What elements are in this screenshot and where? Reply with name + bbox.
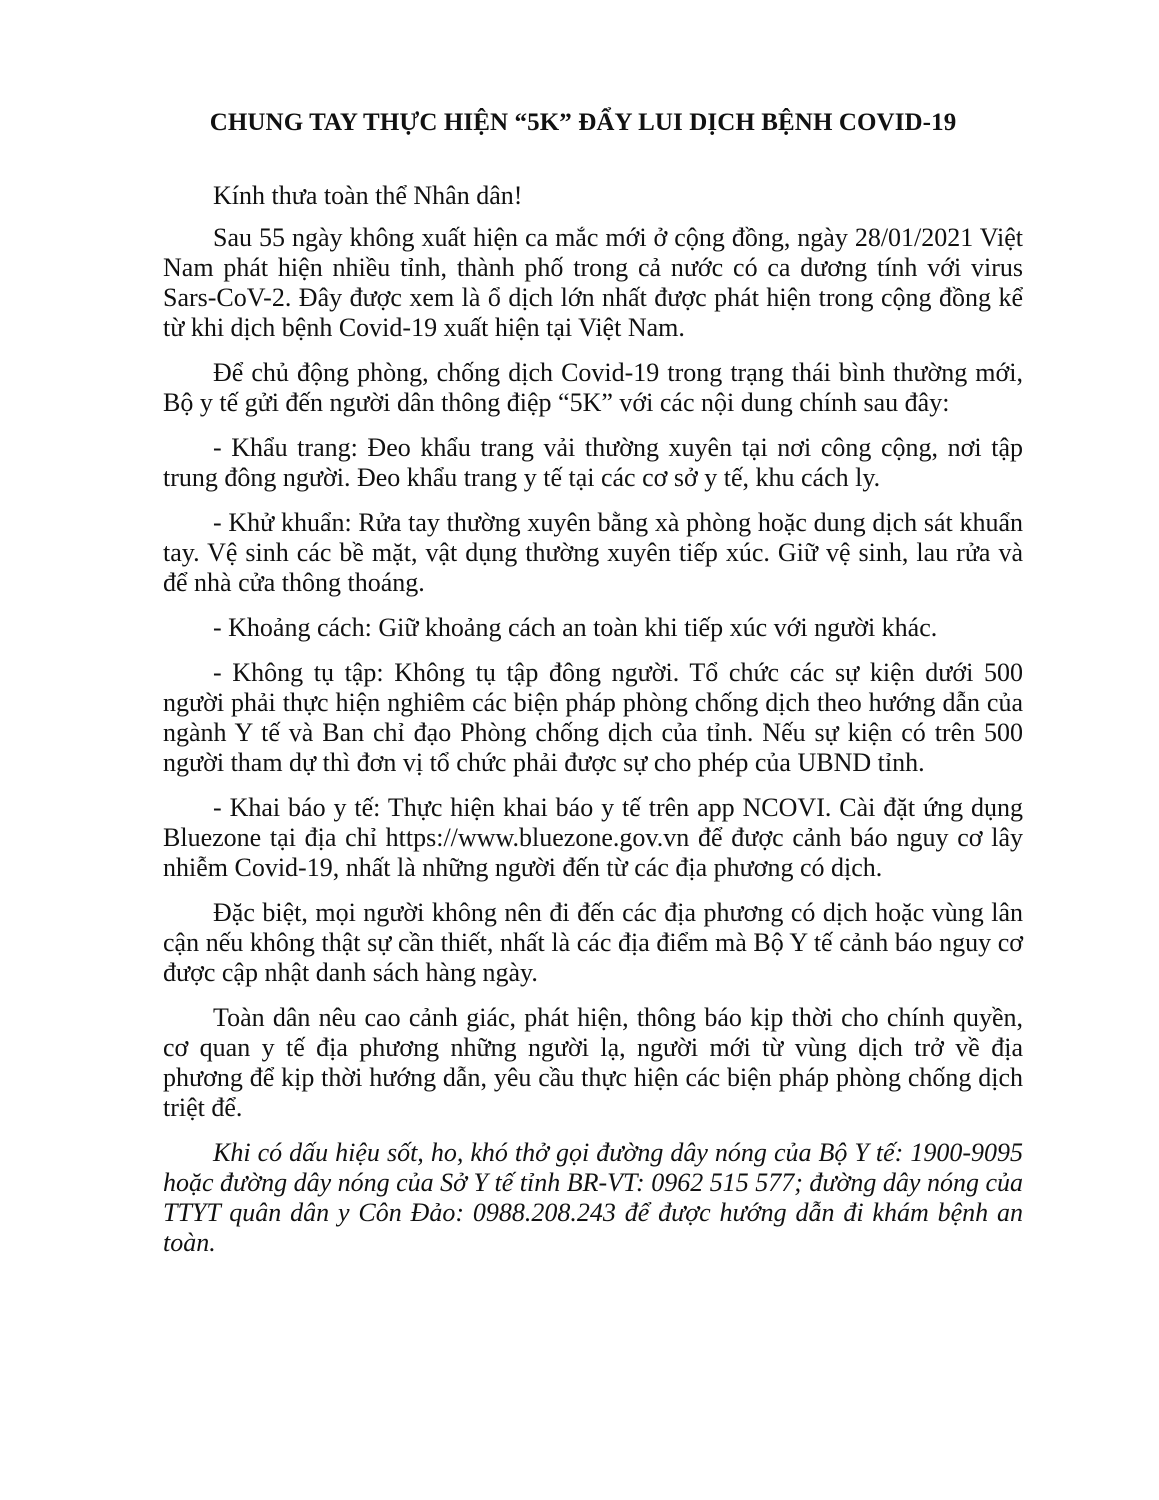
paragraph-toan-dan: Toàn dân nêu cao cảnh giác, phát hiện, thông báo kịp thời cho chính quyền, cơ quan y tế địa phương những người lạ, người mới từ vùng dịch trở về địa phương để kịp thời hướng dẫn, yêu cầu thực hiện các biện pháp phòng chống dịch triệt để. [163,1003,1023,1122]
paragraph-khoang-cach: - Khoảng cách: Giữ khoảng cách an toàn khi tiếp xúc với người khác. [213,613,938,642]
paragraph-khau-trang: - Khẩu trang: Đeo khẩu trang vải thường xuyên tại nơi công cộng, nơi tập trung đông người. Đeo khẩu trang y tế tại các cơ sở y tế, khu cách ly. [163,433,1023,492]
document-title: CHUNG TAY THỰC HIỆN “5K” ĐẨY LUI DỊCH BỆNH COVID-19 [209,109,957,136]
document-body [163,181,1023,1258]
paragraph-khong-tu-tap: - Không tụ tập: Không tụ tập đông người. Tổ chức các sự kiện dưới 500 người phải thực hiện nghiêm các biện pháp phòng chống dịch theo hướng dẫn của ngành Y tế và Ban chỉ đạo Phòng chống dịch của tỉnh. Nếu sự kiện có trên 500 người tham dự thì đơn vị tổ chức phải được sự cho phép của UBND tỉnh. [163,658,1023,777]
paragraph-intro: Sau 55 ngày không xuất hiện ca mắc mới ở cộng đồng, ngày 28/01/2021 Việt Nam phát hiện nhiều tỉnh, thành phố trong cả nước có ca dương tính với virus Sars-CoV-2. Đây được xem là ổ dịch lớn nhất được phát hiện trong cộng đồng kể từ khi dịch bệnh Covid-19 xuất hiện tại Việt Nam. [163,223,1023,342]
paragraph-hotline: Khi có dấu hiệu sốt, ho, khó thở gọi đường dây nóng của Bộ Y tế: 1900-9095 hoặc đường dây nóng của Sở Y tế tỉnh BR-VT: 0962 515 577; đường dây nóng của TTYT quân dân y Côn Đảo: 0988.208.243 để được hướng dẫn đi khám bệnh an toàn. [163,1138,1024,1257]
paragraph-khai-bao-y-te: - Khai báo y tế: Thực hiện khai báo y tế trên app NCOVI. Cài đặt ứng dụng Bluezone tại địa chỉ https://www.bluezone.gov.vn để được cảnh báo nguy cơ lây nhiễm Covid-19, nhất là những người đến từ các địa phương có dịch. [163,793,1023,882]
paragraph-dac-biet: Đặc biệt, mọi người không nên đi đến các địa phương có dịch hoặc vùng lân cận nếu không thật sự cần thiết, nhất là các địa điểm mà Bộ Y tế cảnh báo nguy cơ được cập nhật danh sách hàng ngày. [163,898,1023,987]
paragraph-khu-khuan: - Khử khuẩn: Rửa tay thường xuyên bằng xà phòng hoặc dung dịch sát khuẩn tay. Vệ sinh các bề mặt, vật dụng thường xuyên tiếp xúc. Giữ vệ sinh, lau rửa và để nhà cửa thông thoáng. [163,508,1023,597]
paragraph-5k-message: Để chủ động phòng, chống dịch Covid-19 trong trạng thái bình thường mới, Bộ y tế gửi đến người dân thông điệp “5K” với các nội dung chính sau đây: [163,358,1023,417]
greeting-paragraph: Kính thưa toàn thể Nhân dân! [213,181,523,210]
